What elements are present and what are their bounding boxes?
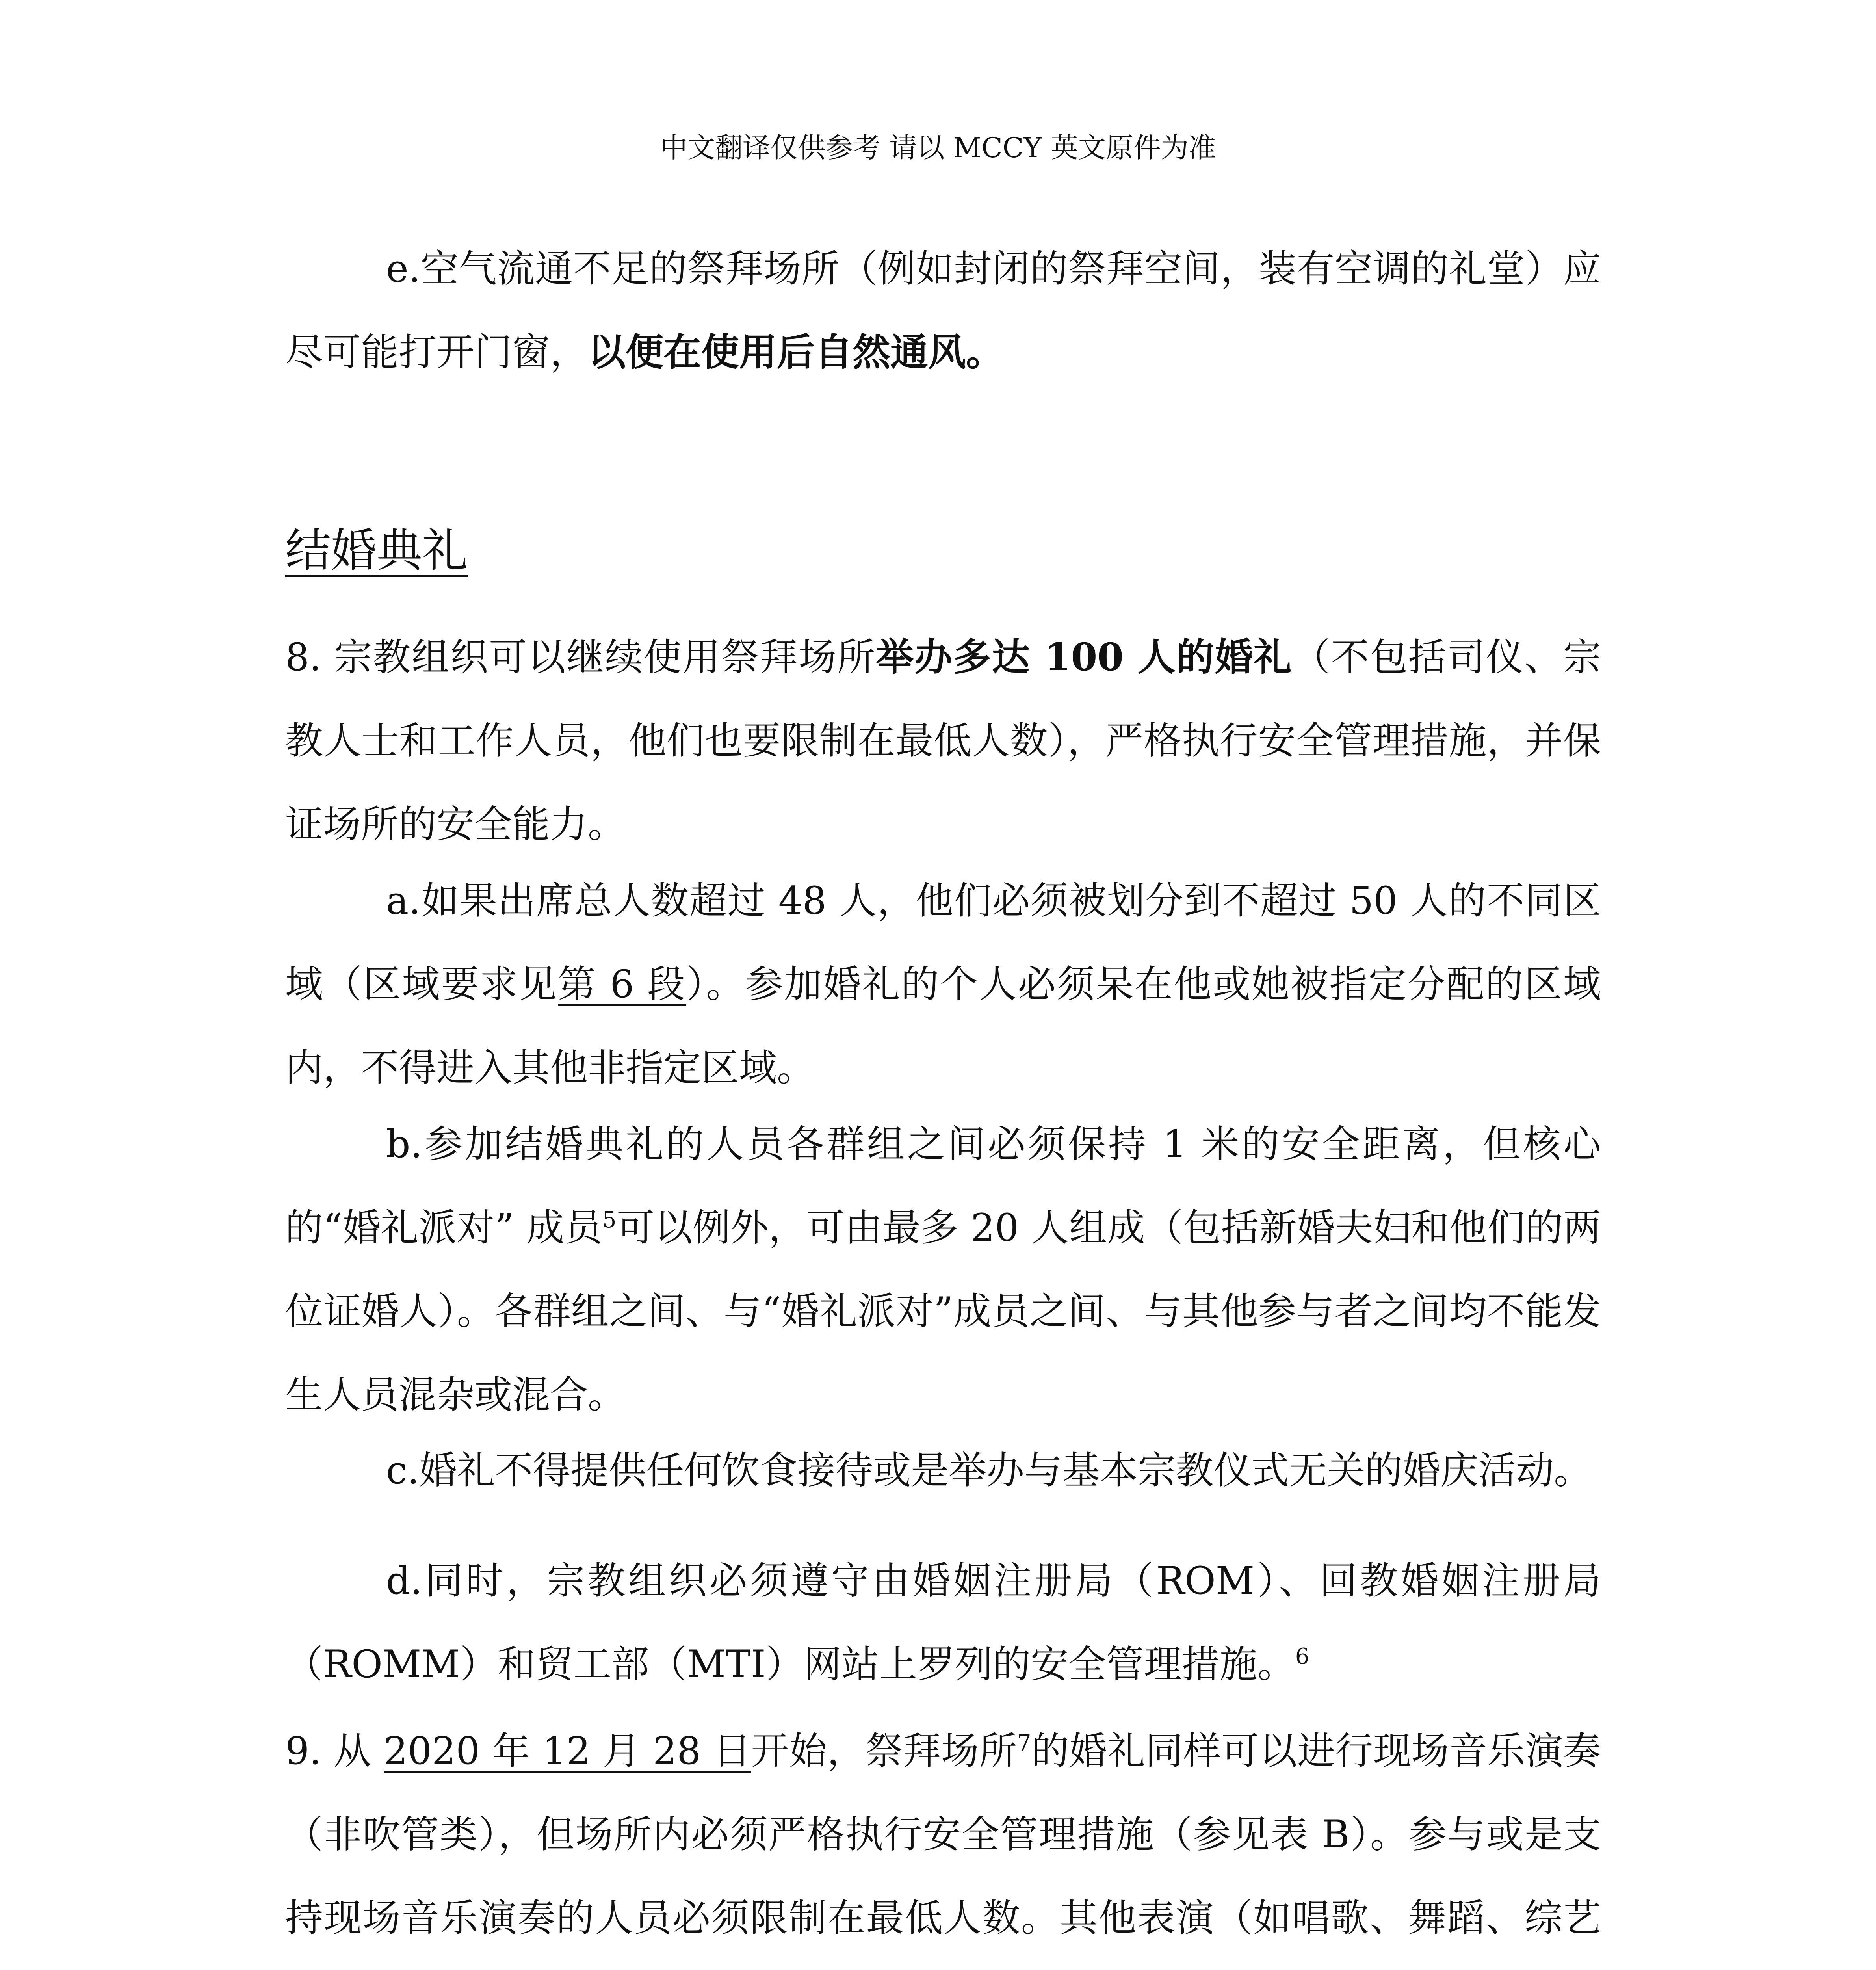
paragraph-8-text: 8. 宗教组织可以继续使用祭拜场所 [285, 635, 876, 679]
paragraph-7e-bold-text: 以便在使用后自然通风。 [588, 330, 1004, 374]
footnote-ref-7[interactable]: 7 [1017, 1730, 1031, 1756]
paragraph-8b [285, 1102, 1601, 1437]
footnote-ref-6[interactable]: 6 [1295, 1644, 1309, 1669]
date-link[interactable]: 2020 年 12 月 28 日 [383, 1729, 751, 1773]
paragraph-8c-text: c.婚礼不得提供任何饮食接待或是举办与基本宗教仪式无关的婚庆活动。 [386, 1448, 1592, 1492]
paragraph-8b-rest: 可以例外，可由最多 20 人组成（包括新婚夫妇和他们的两位证婚人）。各群组之间、与“婚礼派对”成员之间、与其他参与者之间均不能发生人员混杂或混合。 [285, 1206, 1601, 1417]
paragraph-8-bold-text: 举办多达 100 人的婚礼 [876, 635, 1293, 679]
paragraph-9-mid: 开始，祭拜场所 [751, 1729, 1017, 1773]
paragraph-7e [285, 227, 1601, 394]
section-title: 结婚典礼 [285, 524, 468, 577]
paragraph-8b-text: b.参加结婚典礼的人员各群组之间必须保持 1 米的安全距离，但核心的“婚礼派对” 成员 [285, 1122, 1601, 1250]
paragraph-8d [285, 1539, 1601, 1706]
paragraph-8 [285, 615, 1601, 866]
paragraph-9-rest: 的婚礼同样可以进行现场音乐演奏（非吹管类），但场所内必须严格执行安全管理措施（参见表 B）。参与或是支持现场音乐演奏的人员必须限制在最低人数。其他表演（如唱歌、舞蹈、综艺 [285, 1729, 1601, 1940]
paragraph-8a [285, 859, 1601, 1110]
paragraph-8-rest: （不包括司仪、宗教人士和工作人员，他们也要限制在最低人数），严格执行安全管理措施，并保证场所的安全能力。 [285, 635, 1601, 846]
paragraph-9 [285, 1709, 1601, 1970]
footnote-ref-5[interactable]: 5 [602, 1207, 617, 1233]
paragraph-9-lead: 9. 从 [285, 1729, 384, 1773]
paragraph-8a-rest: ）。参加婚礼的个人必须呆在他或她被指定分配的区域内，不得进入其他非指定区域。 [285, 962, 1601, 1090]
paragraph-8a-text: a.如果出席总人数超过 48 人，他们必须被划分到不超过 50 人的不同区域（区域要求见 [285, 879, 1601, 1006]
paragraph-8d-text: d.同时，宗教组织必须遵守由婚姻注册局（ROM）、回教婚姻注册局（ROMM）和贸工部（MTI）网站上罗列的安全管理措施。 [285, 1559, 1601, 1686]
paragraph-7e-text: e.空气流通不足的祭拜场所（例如封闭的祭拜空间，装有空调的礼堂）应尽可能打开门窗， [285, 247, 1601, 374]
page-header: 中文翻译仅供参考 请以 MCCY 英文原件为准 [660, 132, 1216, 164]
paragraph-6-link[interactable]: 第 6 段 [558, 962, 686, 1006]
paragraph-8c [285, 1429, 1601, 1512]
